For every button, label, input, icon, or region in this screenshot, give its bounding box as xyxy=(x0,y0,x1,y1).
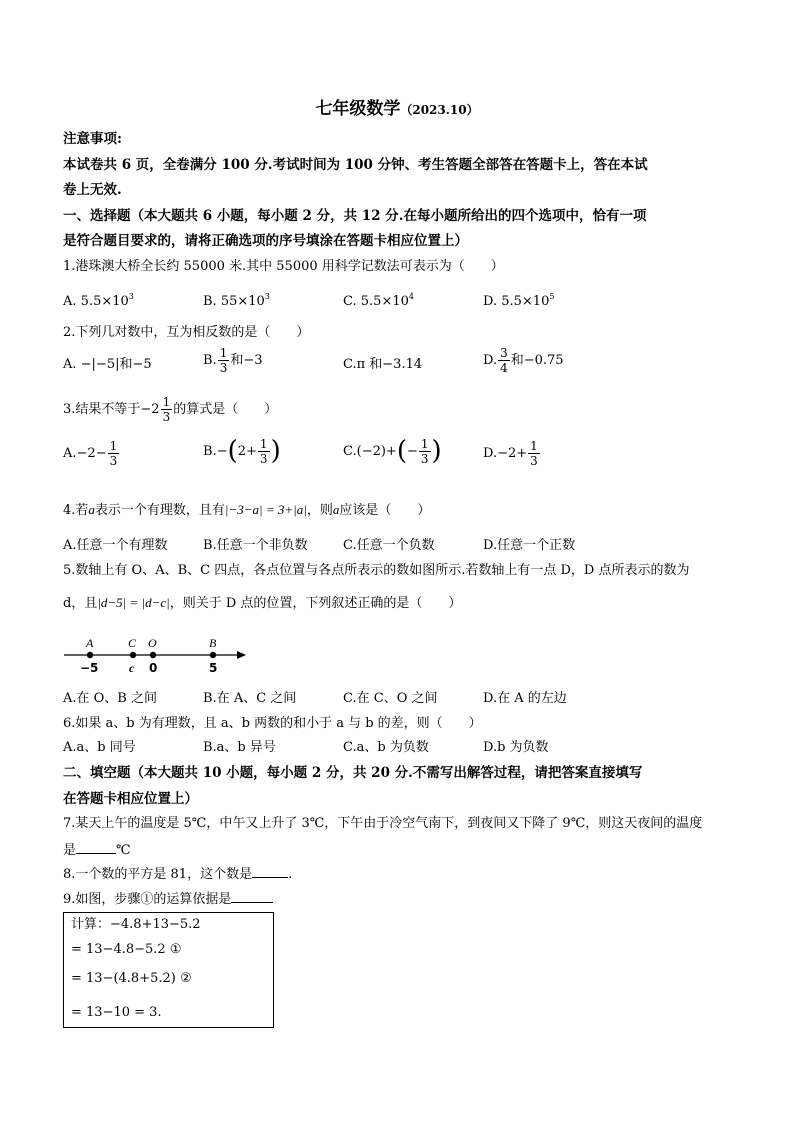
calc-line-2: = 13−4.8−5.2 ① xyxy=(71,942,182,957)
q2-option-c: C.π 和−3.14 xyxy=(343,357,423,372)
q9-calculation-box xyxy=(63,912,274,1028)
q7-answer-blank[interactable] xyxy=(76,841,116,854)
point-b-dot xyxy=(210,652,216,658)
q7-stem-line-1: 7.某天上午的温度是 5℃，中午又上升了 3℃，下午由于冷空气南下，到夜间又下降了 9℃，则这天夜间的温度 xyxy=(63,816,703,831)
point-o-value: 0 xyxy=(149,661,158,675)
q5-option-c: C.在 C、O 之间 xyxy=(343,691,438,706)
q4-option-c: C.任意一个负数 xyxy=(343,538,435,553)
notice-line-2: 卷上无效. xyxy=(63,182,122,198)
point-c-dot xyxy=(130,652,136,658)
q7-stem-line-2: 是 ℃ xyxy=(63,843,131,858)
point-b-label: B xyxy=(209,636,217,650)
calc-line-1: 计算：−4.8+13−5.2 xyxy=(71,917,201,932)
q3-option-c: C.(−2)+(− $\frac{1}{3}$ ) xyxy=(343,436,442,467)
title-text: 七年级数学 xyxy=(315,99,401,119)
q1-stem: 1.港珠澳大桥全长约 55000 米.其中 55000 用科学记数法可表示为（ ） xyxy=(63,259,504,274)
point-a-value: −5 xyxy=(80,661,99,675)
q4-option-d: D.任意一个正数 xyxy=(483,538,576,553)
q4-option-a: A.任意一个有理数 xyxy=(63,538,168,553)
page-title xyxy=(0,99,794,119)
q4-stem: 4.若a表示一个有理数，且有|−3−a| = 3+|a|，则a应该是（ ） xyxy=(63,502,431,518)
calc-line-4: = 13−10 = 3. xyxy=(71,1005,162,1020)
q2-option-b: B. $\frac{1}{3}$ 和−3 xyxy=(203,346,263,375)
q5-stem-line-1: 5.数轴上有 O、A、B、C 四点，各点位置与各点所表示的数如图所示.若数轴上有一点 D，D 点所表示的数为 xyxy=(63,563,690,578)
q1-option-c: C. $5.5\times 10^4$ xyxy=(343,292,414,309)
q5-option-a: A.在 O、B 之间 xyxy=(63,691,157,706)
q3-option-d: D.−2+ $\frac{1}{3}$ xyxy=(483,439,538,468)
notice-heading: 注意事项: xyxy=(63,131,122,147)
q5-stem-line-2: d，且|d−5| = |d−c|，则关于 D 点的位置，下列叙述正确的是（ ） xyxy=(63,595,462,611)
point-a-dot xyxy=(87,652,93,658)
q3-option-b: B.−(2+ $\frac{1}{3}$ ) xyxy=(203,436,281,467)
q6-option-c: C.a、b 为负数 xyxy=(343,740,429,755)
number-line-figure xyxy=(60,630,260,678)
q6-option-a: A.a、b 同号 xyxy=(63,740,136,755)
point-c-label: C xyxy=(128,636,137,650)
q9-answer-blank[interactable] xyxy=(231,890,273,903)
section1-heading-line-2: 是符合题目要求的，请将正确选项的序号填涂在答题卡相应位置上） xyxy=(63,233,468,249)
number-line-arrow-icon xyxy=(237,651,246,659)
q6-stem: 6.如果 a、b 为有理数，且 a、b 两数的和小于 a 与 b 的差，则（ ） xyxy=(63,716,482,731)
q2-option-d: D. $\frac{3}{4}$ 和−0.75 xyxy=(483,346,564,375)
title-date: （2023.10） xyxy=(400,103,479,117)
q8-answer-blank[interactable] xyxy=(252,865,288,878)
point-o-label: O xyxy=(148,636,157,650)
q9-stem: 9.如图，步骤①的运算依据是 xyxy=(63,890,273,908)
q2-stem: 2.下列几对数中，互为相反数的是（ ） xyxy=(63,325,310,340)
q4-option-b: B.任意一个非负数 xyxy=(203,538,308,553)
q2-option-a: A. −|−5|和−5 xyxy=(63,357,152,372)
q5-option-b: B.在 A、C 之间 xyxy=(203,691,297,706)
section1-heading-line-1: 一、选择题（本大题共 6 小题，每小题 2 分，共 12 分.在每小题所给出的四个选项中，恰有一项 xyxy=(63,208,647,224)
point-b-value: 5 xyxy=(209,661,218,675)
q1-option-a: A. $5.5\times 10^3$ xyxy=(63,292,134,309)
q6-option-b: B.a、b 异号 xyxy=(203,740,276,755)
point-o-dot xyxy=(150,652,156,658)
q1-option-b: B. $55\times 10^3$ xyxy=(203,292,270,309)
q1-option-d: D. $5.5\times 10^5$ xyxy=(483,292,555,309)
q8-stem: 8.一个数的平方是 81，这个数是 . xyxy=(63,867,293,882)
notice-line-1: 本试卷共 6 页，全卷满分 100 分.考试时间为 100 分钟、考生答题全部答在答题卡上，答在本试 xyxy=(63,157,648,173)
q3-stem: 3.结果不等于−2 $\frac{1}{3}$ 的算式是（ ） xyxy=(63,395,278,424)
point-c-value: c xyxy=(129,661,135,675)
q5-option-d: D.在 A 的左边 xyxy=(483,691,567,706)
calc-line-3: = 13−(4.8+5.2) ② xyxy=(71,971,192,986)
q3-option-a: A.−2− $\frac{1}{3}$ xyxy=(63,439,118,468)
section2-heading-line-1: 二、填空题（本大题共 10 小题，每小题 2 分，共 20 分.不需写出解答过程，请把答案直接填写 xyxy=(63,765,643,781)
q6-option-d: D.b 为负数 xyxy=(483,740,549,755)
section2-heading-line-2: 在答题卡相应位置上） xyxy=(63,791,198,807)
point-a-label: A xyxy=(86,636,94,650)
